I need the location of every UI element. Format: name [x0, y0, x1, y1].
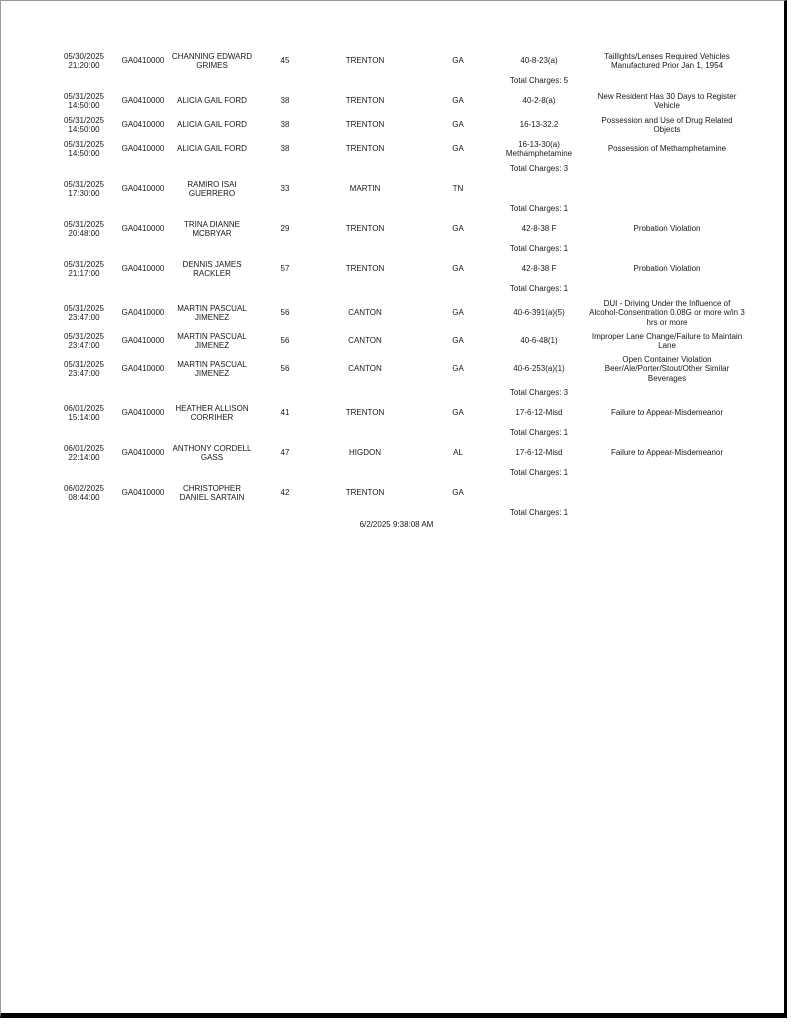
arrestee-name: ANTHONY CORDELL GASS — [172, 443, 252, 462]
arrestee-age: 47 — [280, 448, 290, 458]
arrestee-age: 33 — [280, 184, 290, 194]
agency-ori: GA0410000 — [121, 308, 165, 318]
agency-ori: GA0410000 — [121, 56, 165, 66]
total-charges-row — [1, 73, 788, 89]
charge-row — [1, 137, 788, 161]
arrestee-age: 45 — [280, 56, 290, 66]
arrest-datetime: 05/31/2025 23:47:00 — [63, 303, 105, 322]
arrestee-state: GA — [452, 364, 464, 374]
arrest-datetime: 05/30/2025 21:20:00 — [63, 51, 105, 70]
arrestee-name: HEATHER ALLISON CORRIHER — [175, 403, 249, 422]
charge-code: 42-8-38 F — [521, 224, 557, 234]
total-charges-row — [1, 281, 788, 297]
arrestee-state: GA — [452, 488, 464, 498]
charge-code: 16-13-30(a) Methamphetamine — [505, 139, 573, 158]
arrestee-name: DENNIS JAMES RACKLER — [182, 259, 242, 278]
charge-code: 17-6-12-Misd — [515, 448, 563, 458]
arrestee-city: CANTON — [348, 308, 382, 318]
arrestee-age: 42 — [280, 488, 290, 498]
total-charges-label: Total Charges: 1 — [509, 244, 569, 254]
arrestee-state: GA — [452, 408, 464, 418]
arrestee-city: CANTON — [348, 364, 382, 374]
arrestee-age: 57 — [280, 264, 290, 274]
arrestee-name: ALICIA GAIL FORD — [177, 96, 247, 106]
total-charges-row — [1, 161, 788, 177]
total-charges-label: Total Charges: 1 — [509, 204, 569, 214]
total-charges-row — [1, 465, 788, 481]
arrestee-name: TRINA DIANNE MCBRYAR — [183, 219, 240, 238]
charge-code: 40-6-391(a)(5) — [513, 308, 565, 318]
arrestee-state: AL — [453, 448, 463, 458]
arrestee-name: MARTIN PASCUAL JIMENEZ — [177, 331, 247, 350]
charges-table — [1, 49, 788, 521]
agency-ori: GA0410000 — [121, 96, 165, 106]
arrestee-city: TRENTON — [345, 96, 385, 106]
charge-description: Improper Lane Change/Failure to Maintain Lane — [591, 331, 743, 350]
total-charges-row — [1, 505, 788, 521]
charge-description: New Resident Has 30 Days to Register Vehicle — [597, 91, 737, 110]
charge-code: 40-6-48(1) — [520, 336, 558, 346]
charge-row — [1, 113, 788, 137]
charge-description — [585, 177, 749, 201]
print-timestamp: 6/2/2025 9:38:08 AM — [359, 520, 434, 529]
charge-description: Probation Violation — [633, 224, 701, 234]
arrestee-state: GA — [452, 56, 464, 66]
total-charges-row — [1, 385, 788, 401]
total-charges-label: Total Charges: 1 — [509, 284, 569, 294]
charge-code — [497, 481, 581, 505]
agency-ori: GA0410000 — [121, 364, 165, 374]
arrestee-state: GA — [452, 144, 464, 154]
charge-row — [1, 353, 788, 385]
agency-ori: GA0410000 — [121, 408, 165, 418]
total-charges-label: Total Charges: 1 — [509, 428, 569, 438]
agency-ori: GA0410000 — [121, 488, 165, 498]
arrestee-age: 56 — [280, 364, 290, 374]
charge-row — [1, 177, 788, 201]
arrestee-state: GA — [452, 224, 464, 234]
arrestee-city: MARTIN — [349, 184, 381, 194]
arrest-datetime: 05/31/2025 23:47:00 — [63, 359, 105, 378]
charge-code: 16-13-32.2 — [519, 120, 559, 130]
charge-description: Failure to Appear-Misdemeanor — [610, 408, 724, 418]
charge-row — [1, 257, 788, 281]
charge-description: Possession and Use of Drug Related Objects — [601, 115, 733, 134]
arrest-datetime: 05/31/2025 14:50:00 — [63, 139, 105, 158]
arrestee-name: RAMIRO ISAI GUERRERO — [187, 179, 237, 198]
arrestee-age: 29 — [280, 224, 290, 234]
arrestee-state: TN — [452, 184, 464, 194]
arrest-datetime: 05/31/2025 20:48:00 — [63, 219, 105, 238]
charge-description: Possession of Methamphetamine — [607, 144, 727, 154]
charge-description: Failure to Appear-Misdemeanor — [610, 448, 724, 458]
total-charges-label: Total Charges: 1 — [509, 508, 569, 518]
charge-description: DUI - Driving Under the Influence of Alcohol-Consentration 0.08G or more w/in 3 hrs or more — [589, 298, 745, 327]
arrestee-city: HIGDON — [349, 448, 381, 458]
arrestee-age: 56 — [280, 308, 290, 318]
arrestee-age: 38 — [280, 96, 290, 106]
arrestee-age: 56 — [280, 336, 290, 346]
charge-row — [1, 89, 788, 113]
arrestee-city: TRENTON — [345, 488, 385, 498]
charge-description: Probation Violation — [633, 264, 701, 274]
charge-description: Open Container Violation Beer/Ale/Porter/Stout/Other Similar Beverages — [604, 354, 730, 383]
arrestee-state: GA — [452, 308, 464, 318]
charge-code: 17-6-12-Misd — [515, 408, 563, 418]
arrestee-age: 38 — [280, 120, 290, 130]
charge-row — [1, 441, 788, 465]
total-charges-label: Total Charges: 3 — [509, 164, 569, 174]
arrestee-state: GA — [452, 336, 464, 346]
arrestee-city: TRENTON — [345, 120, 385, 130]
arrestee-age: 41 — [280, 408, 290, 418]
agency-ori: GA0410000 — [121, 120, 165, 130]
charge-row — [1, 481, 788, 505]
arrestee-city: TRENTON — [345, 408, 385, 418]
charge-row — [1, 401, 788, 425]
arrestee-age: 38 — [280, 144, 290, 154]
total-charges-label: Total Charges: 3 — [509, 388, 569, 398]
arrest-datetime: 05/31/2025 14:50:00 — [63, 91, 105, 110]
charge-description — [585, 481, 749, 505]
arrestee-city: TRENTON — [345, 264, 385, 274]
charge-code: 40-8-23(a) — [520, 56, 558, 66]
arrestee-city: TRENTON — [345, 144, 385, 154]
agency-ori: GA0410000 — [121, 448, 165, 458]
agency-ori: GA0410000 — [121, 224, 165, 234]
arrest-datetime: 06/01/2025 22:14:00 — [63, 443, 105, 462]
total-charges-label: Total Charges: 1 — [509, 468, 569, 478]
arrestee-state: GA — [452, 264, 464, 274]
arrestee-name: CHRISTOPHER DANIEL SARTAIN — [179, 483, 245, 502]
arrestee-city: TRENTON — [345, 56, 385, 66]
charge-row — [1, 217, 788, 241]
charge-row — [1, 297, 788, 329]
arrest-datetime: 05/31/2025 17:30:00 — [63, 179, 105, 198]
total-charges-row — [1, 425, 788, 441]
arrestee-state: GA — [452, 120, 464, 130]
total-charges-row — [1, 201, 788, 217]
charge-row — [1, 329, 788, 353]
arrestee-city: TRENTON — [345, 224, 385, 234]
arrest-datetime: 06/01/2025 15:14:00 — [63, 403, 105, 422]
charge-description: Taillights/Lenses Required Vehicles Manufactured Prior Jan 1, 1954 — [604, 51, 730, 70]
agency-ori: GA0410000 — [121, 144, 165, 154]
total-charges-label: Total Charges: 5 — [509, 76, 569, 86]
arrestee-city: CANTON — [348, 336, 382, 346]
charge-code: 40-6-253(a)(1) — [513, 364, 565, 374]
charge-code: 40-2-8(a) — [522, 96, 556, 106]
arrest-datetime: 06/02/2025 08:44:00 — [63, 483, 105, 502]
charge-code: 42-8-38 F — [521, 264, 557, 274]
charge-code — [497, 177, 581, 201]
arrestee-name: MARTIN PASCUAL JIMENEZ — [177, 359, 247, 378]
total-charges-row — [1, 241, 788, 257]
agency-ori: GA0410000 — [121, 336, 165, 346]
arrestee-state: GA — [452, 96, 464, 106]
arrest-datetime: 05/31/2025 21:17:00 — [63, 259, 105, 278]
arrest-datetime: 05/31/2025 23:47:00 — [63, 331, 105, 350]
arrestee-name: MARTIN PASCUAL JIMENEZ — [177, 303, 247, 322]
agency-ori: GA0410000 — [121, 184, 165, 194]
arrestee-name: ALICIA GAIL FORD — [177, 144, 247, 154]
charge-row — [1, 49, 788, 73]
arrestee-name: CHANNING EDWARD GRIMES — [171, 51, 253, 70]
arrestee-name: ALICIA GAIL FORD — [177, 120, 247, 130]
arrest-datetime: 05/31/2025 14:50:00 — [63, 115, 105, 134]
agency-ori: GA0410000 — [121, 264, 165, 274]
